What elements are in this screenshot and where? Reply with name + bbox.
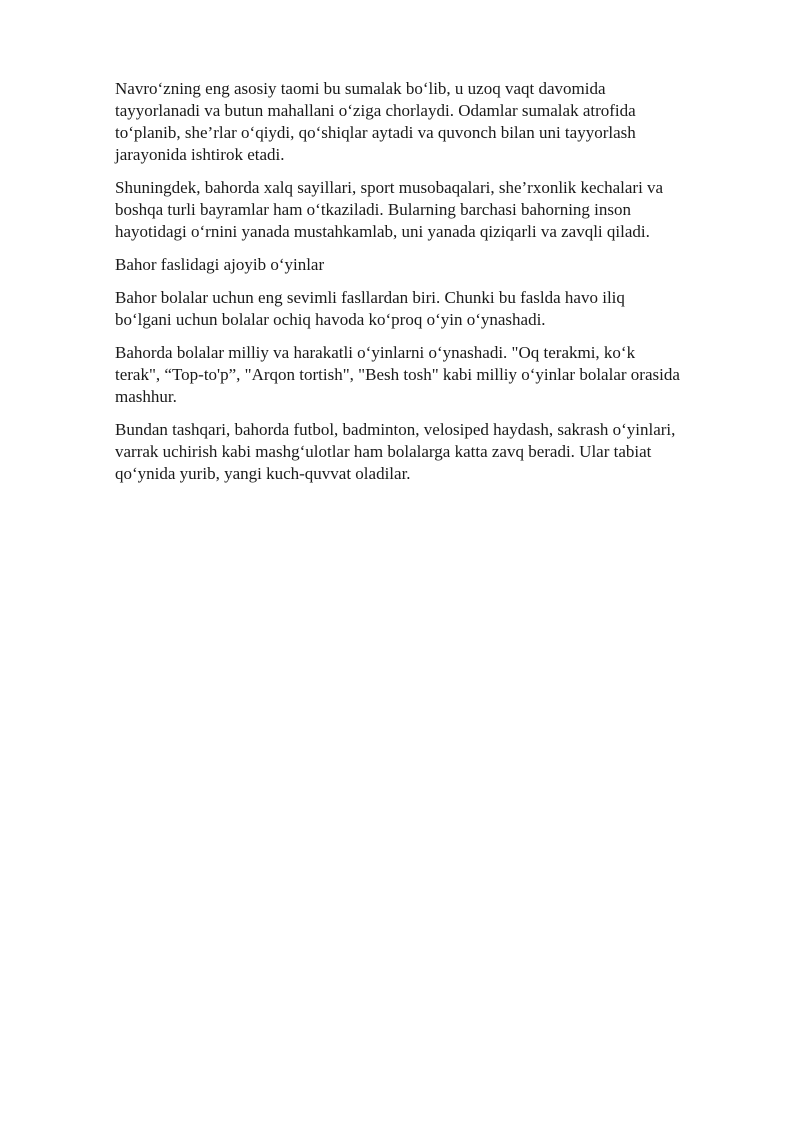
paragraph-sports-activities (115, 419, 745, 485)
text-line: mashhur. (115, 387, 177, 406)
text-line: Shuningdek, bahorda xalq sayillari, sport musobaqalari, she’rxonlik kechalari va (115, 178, 664, 197)
heading-line: Bahor faslidagi ajoyib o‘yinlar (115, 255, 325, 274)
text-line: Bahor bolalar uchun eng sevimli fasllardan biri. Chunki bu faslda havo iliq (115, 288, 625, 307)
paragraph-spring-favorite (115, 287, 745, 331)
text-line: varrak uchirish kabi mashg‘ulotlar ham bolalarga katta zavq beradi. Ular tabiat (115, 442, 652, 461)
text-line: Bahorda bolalar milliy va harakatli o‘yinlarni o‘ynashadi. "Oq terakmi, ko‘k (115, 343, 636, 362)
paragraph-festivities (115, 177, 745, 243)
paragraph-national-games (115, 342, 745, 408)
text-line: qo‘ynida yurib, yangi kuch-quvvat oladilar. (115, 464, 411, 483)
section-heading-spring-games (115, 254, 745, 276)
text-line: jarayonida ishtirok etadi. (115, 145, 285, 164)
text-line: bo‘lgani uchun bolalar ochiq havoda ko‘proq o‘yin o‘ynashadi. (115, 310, 546, 329)
text-line: hayotidagi o‘rnini yanada mustahkamlab, uni yanada qiziqarli va zavqli qiladi. (115, 222, 650, 241)
text-line: Bundan tashqari, bahorda futbol, badminton, velosiped haydash, sakrash o‘yinlari, (115, 420, 676, 439)
text-line: to‘planib, she’rlar o‘qiydi, qo‘shiqlar aytadi va quvonch bilan uni tayyorlash (115, 123, 636, 142)
text-line: boshqa turli bayramlar ham o‘tkaziladi. Bularning barchasi bahorning inson (115, 200, 632, 219)
text-line: terak", “Top-to'p”, "Arqon tortish", "Besh tosh" kabi milliy o‘yinlar bolalar orasida (115, 365, 680, 384)
document-body (115, 78, 745, 496)
text-line: Navro‘zning eng asosiy taomi bu sumalak bo‘lib, u uzoq vaqt davomida (115, 79, 606, 98)
text-line: tayyorlanadi va butun mahallani o‘ziga chorlaydi. Odamlar sumalak atrofida (115, 101, 636, 120)
paragraph-sumalak (115, 78, 745, 166)
